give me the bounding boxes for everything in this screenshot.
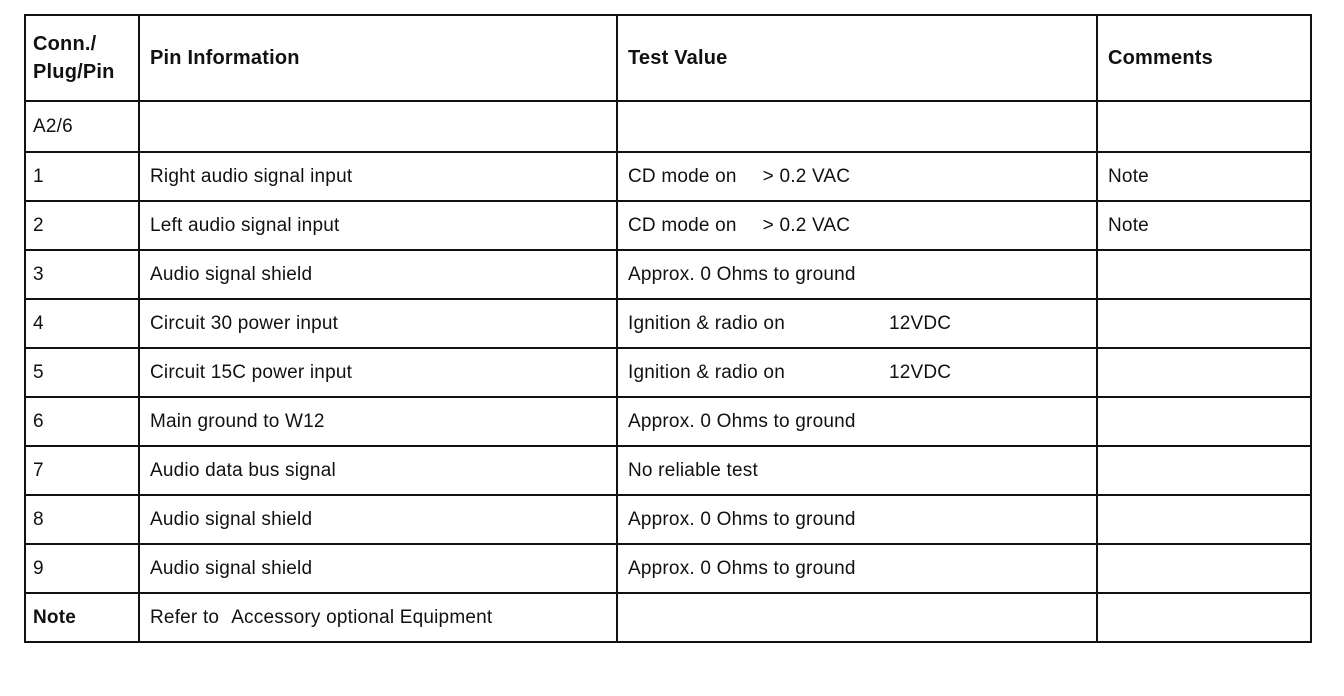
pin-number: 7 [25, 446, 139, 495]
table-row [25, 250, 1311, 299]
test-reading: 12VDC [888, 312, 952, 334]
pin-info: Circuit 15C power input [139, 348, 617, 397]
empty-cell [139, 101, 617, 152]
pin-number: 8 [25, 495, 139, 544]
test-value: Approx. 0 Ohms to ground [617, 250, 1097, 299]
header-row [25, 15, 1311, 101]
table-row [25, 348, 1311, 397]
comment [1097, 250, 1311, 299]
test-value: No reliable test [617, 446, 1097, 495]
pin-info: Audio signal shield [139, 495, 617, 544]
pin-number: 6 [25, 397, 139, 446]
comment [1097, 544, 1311, 593]
pin-number: 3 [25, 250, 139, 299]
test-condition: Ignition & radio on [628, 361, 785, 383]
note-reference [139, 593, 617, 642]
pin-number: 1 [25, 152, 139, 201]
comment: Note [1097, 201, 1311, 250]
table-row [25, 544, 1311, 593]
header-test-value: Test Value [617, 15, 1097, 101]
pin-info: Left audio signal input [139, 201, 617, 250]
test-condition: CD mode on [628, 214, 737, 236]
pin-info: Circuit 30 power input [139, 299, 617, 348]
test-value: Approx. 0 Ohms to ground [617, 495, 1097, 544]
pin-info: Audio data bus signal [139, 446, 617, 495]
connector-label: A2/6 [25, 101, 139, 152]
test-reading: 12VDC [888, 361, 952, 383]
comment [1097, 495, 1311, 544]
pin-information-table [24, 14, 1312, 643]
pin-info: Right audio signal input [139, 152, 617, 201]
table-row [25, 299, 1311, 348]
comment [1097, 348, 1311, 397]
pin-number: 2 [25, 201, 139, 250]
pin-number: 5 [25, 348, 139, 397]
pin-info: Main ground to W12 [139, 397, 617, 446]
table-row [25, 495, 1311, 544]
test-value [617, 152, 1097, 201]
test-value: Approx. 0 Ohms to ground [617, 544, 1097, 593]
test-value [617, 299, 1097, 348]
table-row [25, 446, 1311, 495]
table-body [25, 101, 1311, 642]
test-reading: > 0.2 VAC [762, 214, 851, 236]
refer-prefix: Refer to [150, 606, 220, 628]
connector-group-row [25, 101, 1311, 152]
table-row [25, 397, 1311, 446]
pin-number: 9 [25, 544, 139, 593]
comment [1097, 397, 1311, 446]
comment: Note [1097, 152, 1311, 201]
note-label: Note [25, 593, 139, 642]
table-row [25, 152, 1311, 201]
table-header [25, 15, 1311, 101]
pin-info: Audio signal shield [139, 250, 617, 299]
test-value: Approx. 0 Ohms to ground [617, 397, 1097, 446]
empty-cell [1097, 101, 1311, 152]
comment [1097, 446, 1311, 495]
refer-target: Accessory optional Equipment [231, 606, 493, 628]
header-conn-plug-pin: Conn./ Plug/Pin [25, 15, 139, 101]
test-value [617, 201, 1097, 250]
pin-number: 4 [25, 299, 139, 348]
header-comments: Comments [1097, 15, 1311, 101]
comment [1097, 299, 1311, 348]
test-reading: > 0.2 VAC [762, 165, 851, 187]
note-row [25, 593, 1311, 642]
empty-cell [617, 593, 1097, 642]
test-condition: CD mode on [628, 165, 737, 187]
test-condition: Ignition & radio on [628, 312, 785, 334]
table-row [25, 201, 1311, 250]
header-pin-information: Pin Information [139, 15, 617, 101]
test-value [617, 348, 1097, 397]
empty-cell [1097, 593, 1311, 642]
empty-cell [617, 101, 1097, 152]
pin-info: Audio signal shield [139, 544, 617, 593]
